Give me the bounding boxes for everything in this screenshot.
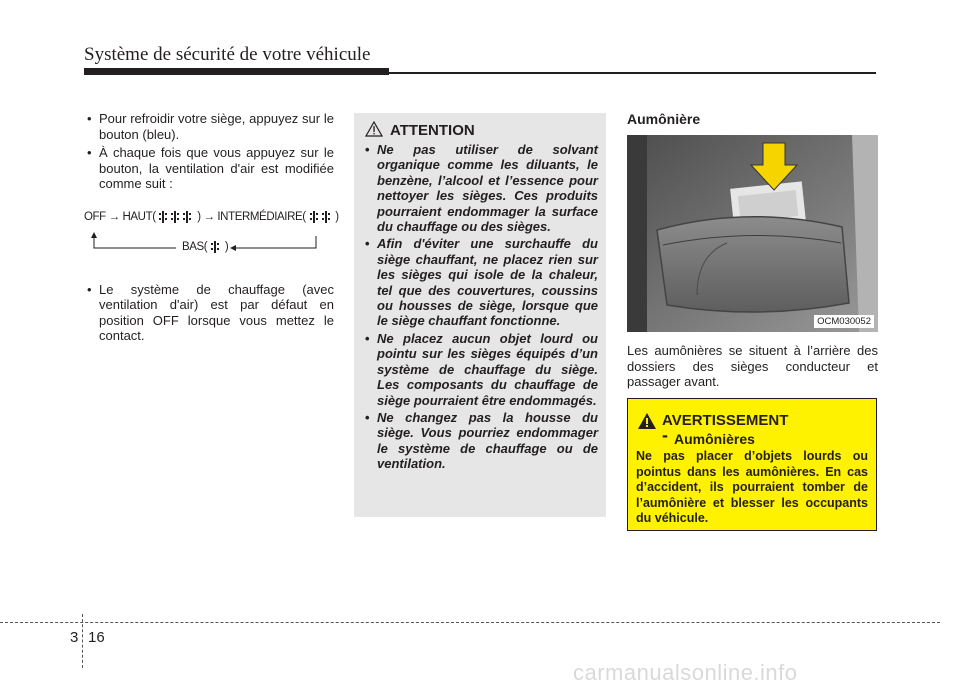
bullet-item — [84, 282, 334, 344]
bullet-item — [84, 145, 334, 192]
bullet-item — [84, 111, 334, 142]
attention-item — [362, 331, 598, 408]
bullet-text: Pour refroidir votre siège, appuyez sur le bouton (bleu). — [99, 111, 334, 142]
bullet-symbol: • — [365, 330, 370, 346]
attention-item-text: Afin d'éviter une surchauffe du siège chauffant, ne placez rien sur les sièges qui isole de la chaleur, tel que des couvertures, coussins ou housses de siège, lorsque que le siège chauffant fonctionne. — [377, 236, 598, 329]
bullet-text: Le système de chauffage (avec ventilation d'air) est par défaut en position OFF lorsque vous mettez le contact. — [99, 281, 334, 343]
diagram-off-label: OFF — [84, 210, 106, 223]
page-number: 16 — [88, 629, 105, 646]
seat-level-1-icon — [211, 240, 221, 254]
pocket-description: Les aumônières se situent à l’arrière des dossiers des sièges conducteur et passager avant. — [627, 343, 878, 389]
footer-rule — [0, 622, 940, 623]
right-column — [627, 111, 878, 127]
diagram-close-paren: ) — [197, 210, 201, 223]
attention-item-text: Ne pas utiliser de solvant organique comme les diluants, le benzène, l’alcool et l’essence pour nettoyer les sièges. Ces produits pourraient endommager la surface du chauffage ou des sièges. — [377, 142, 598, 235]
section-heading: Aumônière — [627, 111, 701, 127]
bullet-text: À chaque fois que vous appuyez sur le bouton, la ventilation d'air est modifiée comme suit : — [99, 145, 334, 191]
attention-list — [362, 142, 598, 474]
photo-code-label: OCM030052 — [814, 315, 874, 328]
attention-title: ATTENTION — [390, 122, 475, 139]
attention-item — [362, 142, 598, 234]
warning-subtitle: Aumônières — [674, 431, 755, 447]
warning-text: Ne pas placer d’objets lourds ou pointus dans les aumônières. En cas d’accident, ils pourraient tomber de l’aumônière et blesser les occupants du véhicule. — [636, 449, 868, 525]
bullet-symbol: • — [365, 236, 370, 252]
arrow-right-icon: → — [203, 210, 215, 223]
header-rule — [84, 72, 876, 74]
attention-item — [362, 236, 598, 328]
diagram-bas-label: BAS( — [182, 240, 208, 253]
bullet-symbol: • — [365, 409, 370, 425]
warning-dash: - — [662, 425, 668, 445]
attention-item-text: Ne changez pas la housse du siège. Vous pourriez endommager le système de chauffage ou de ventilation. — [377, 409, 598, 472]
caution-triangle-icon — [365, 121, 383, 137]
ventilation-cycle-diagram — [84, 202, 339, 270]
diagram-close-paren: ) — [335, 210, 339, 223]
diagram-bottom-line — [182, 240, 228, 256]
warning-box — [627, 398, 877, 531]
left-column — [84, 111, 339, 347]
seatback-pocket-illustration — [627, 135, 878, 332]
bullet-symbol: • — [87, 111, 92, 126]
page-header-title: Système de sécurité de votre véhicule — [84, 44, 371, 65]
chapter-number: 3 — [70, 629, 79, 646]
warning-title: AVERTISSEMENT — [662, 412, 789, 429]
cycle-arrow-lines — [84, 202, 334, 270]
warning-triangle-icon — [637, 412, 657, 430]
diagram-close-paren: ) — [224, 240, 229, 253]
bullet-symbol: • — [365, 142, 370, 157]
attention-item-text: Ne placez aucun objet lourd ou pointu sur les sièges équipés d’un système de chauffage du siège. Les composants du chauffage de siège pourraient être endommagés. — [377, 330, 598, 408]
site-watermark: carmanualsonline.info — [573, 660, 798, 685]
arrow-right-icon: → — [108, 210, 120, 223]
footer-divider — [82, 614, 83, 668]
bullet-symbol: • — [87, 145, 92, 160]
bullet-symbol: • — [87, 281, 92, 297]
diagram-haut-label: HAUT( — [122, 210, 156, 223]
diagram-intermediaire-label: INTERMÉDIAIRE( — [217, 210, 306, 223]
attention-item — [362, 410, 598, 472]
seatback-pocket-photo — [627, 135, 878, 332]
